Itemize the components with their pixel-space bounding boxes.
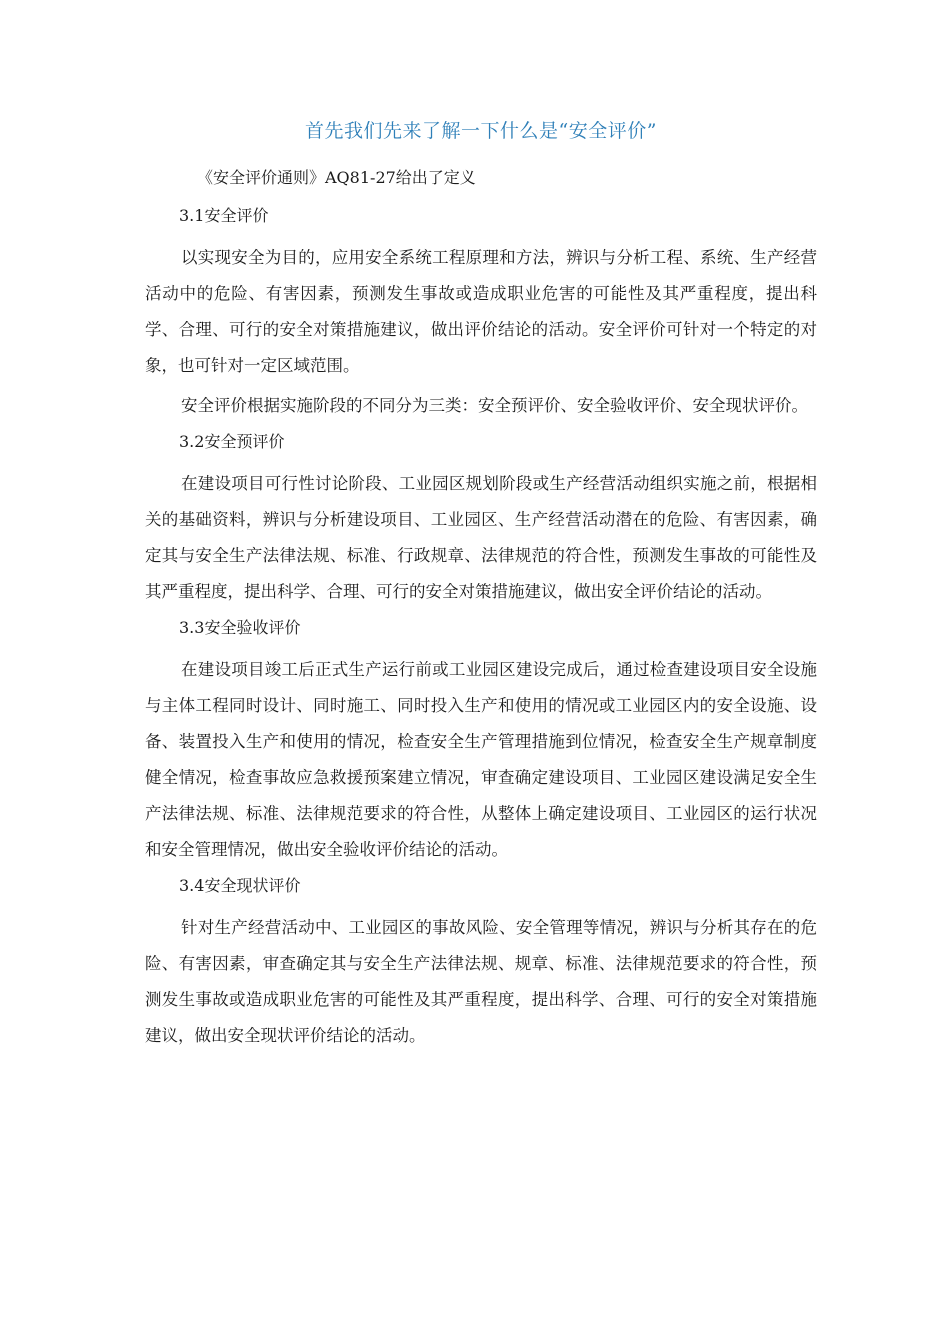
section-3-2 <box>145 430 817 610</box>
document-page <box>145 118 817 1054</box>
section-heading: 3.3安全验收评价 <box>179 618 301 637</box>
section-heading: 3.4安全现状评价 <box>179 876 301 895</box>
section-heading: 3.1安全评价 <box>179 206 269 225</box>
section-3-3 <box>145 616 817 868</box>
section-3-1 <box>145 204 817 424</box>
document-subtitle: 《安全评价通则》AQ81-27给出了定义 <box>197 168 476 187</box>
paragraph: 针对生产经营活动中、工业园区的事故风险、安全管理等情况，辨识与分析其存在的危险、有害因素，审查确定其与安全生产法律法规、规章、标准、法律规范要求的符合性，预测发生事故或造成职业危害的可能性及其严重程度，提出科学、合理、可行的安全对策措施建议，做出安全现状评价结论的活动。 <box>145 918 817 1045</box>
paragraph: 以实现安全为目的，应用安全系统工程原理和方法，辨识与分析工程、系统、生产经营活动中的危险、有害因素，预测发生事故或造成职业危害的可能性及其严重程度，提出科学、合理、可行的安全对策措施建议，做出评价结论的活动。安全评价可针对一个特定的对象，也可针对一定区域范围。 <box>145 248 817 375</box>
section-3-4 <box>145 874 817 1054</box>
paragraph: 安全评价根据实施阶段的不同分为三类：安全预评价、安全验收评价、安全现状评价。 <box>181 396 808 415</box>
paragraph: 在建设项目竣工后正式生产运行前或工业园区建设完成后，通过检查建设项目安全设施与主体工程同时设计、同时施工、同时投入生产和使用的情况或工业园区内的安全设施、设备、装置投入生产和使用的情况，检查安全生产管理措施到位情况，检查安全生产规章制度健全情况，检查事故应急救援预案建立情况，审查确定建设项目、工业园区建设满足安全生产法律法规、标准、法律规范要求的符合性，从整体上确定建设项目、工业园区的运行状况和安全管理情况，做出安全验收评价结论的活动。 <box>145 660 817 859</box>
document-title: 首先我们先来了解一下什么是“安全评价” <box>305 120 657 142</box>
paragraph: 在建设项目可行性讨论阶段、工业园区规划阶段或生产经营活动组织实施之前，根据相关的基础资料，辨识与分析建设项目、工业园区、生产经营活动潜在的危险、有害因素，确定其与安全生产法律法规、标准、行政规章、法律规范的符合性，预测发生事故的可能性及其严重程度，提出科学、合理、可行的安全对策措施建议，做出安全评价结论的活动。 <box>145 474 817 601</box>
section-heading: 3.2安全预评价 <box>179 432 285 451</box>
